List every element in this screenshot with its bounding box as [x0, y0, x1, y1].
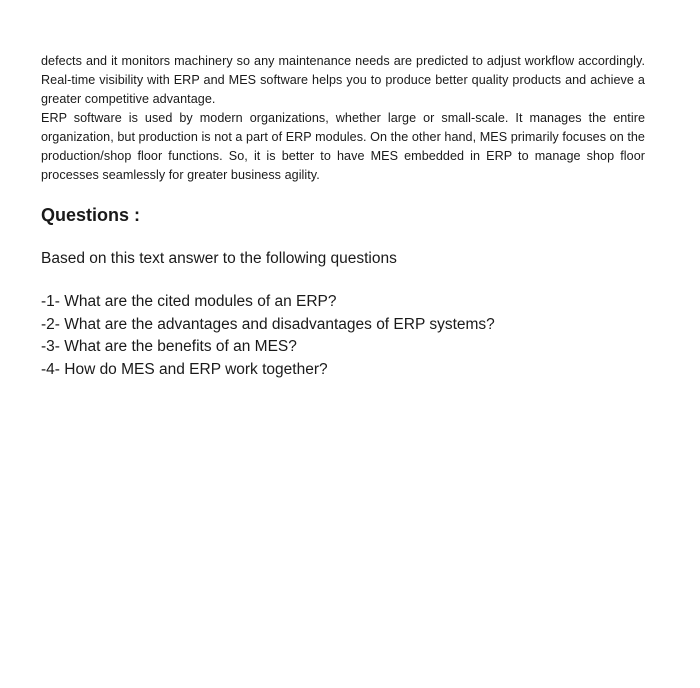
questions-heading: Questions : [41, 205, 141, 225]
body-paragraph-1: defects and it monitors machinery so any maintenance needs are predicted to adjust workflow accordingly. Real-time visibility with ERP and MES software helps you to produce better quality products and achieve a greater competitive advantage. [41, 54, 645, 106]
body-paragraph-2: ERP software is used by modern organizations, whether large or small-scale. It manages the entire organization, but production is not a part of ERP modules. On the other hand, MES primarily focuses on the production/shop floor functions. So, it is better to have MES embedded in ERP to manage shop floor processes seamlessly for greater business agility. [41, 111, 645, 182]
question-item-1: -1- What are the cited modules of an ERP? [41, 293, 337, 310]
question-item-4: -4- How do MES and ERP work together? [41, 360, 328, 378]
question-list [41, 291, 495, 381]
instruction-text: Based on this text answer to the following questions [41, 250, 397, 267]
question-item-2: -2- What are the advantages and disadvantages of ERP systems? [41, 315, 495, 333]
question-item-3: -3- What are the benefits of an MES? [41, 338, 297, 355]
